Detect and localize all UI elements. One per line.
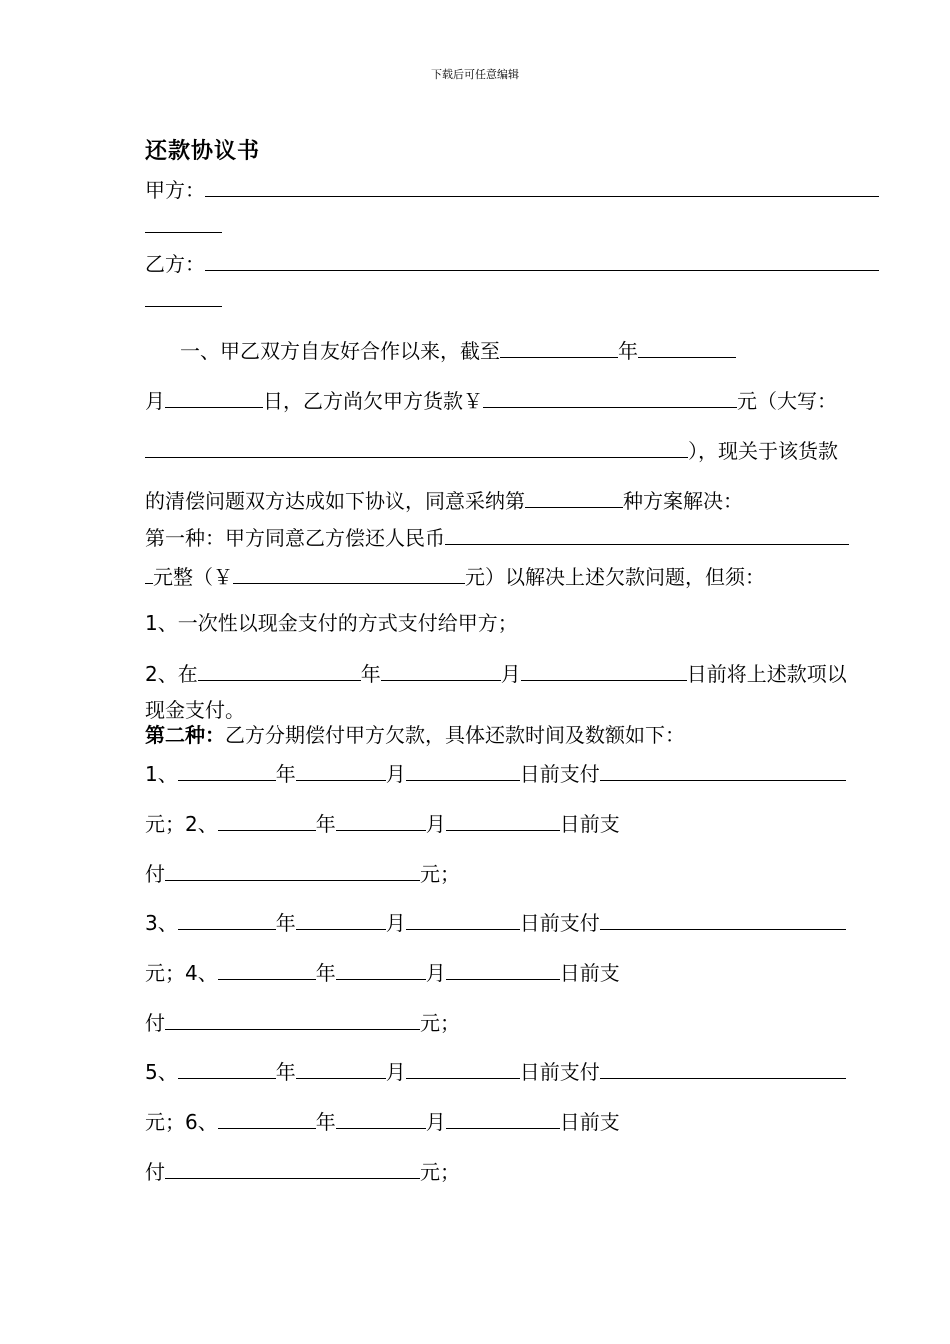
option1-amount-blank-cont[interactable] [145,562,153,584]
option1-item2-cont: 现金支付。 [145,698,245,722]
para1-text6: 种方案解决： [623,489,743,513]
pay-label: 付 [145,1011,165,1035]
installment-3 [145,908,846,936]
item2-month-label: 月 [500,662,521,686]
document-title: 还款协议书 [145,138,261,164]
para1-line2 [145,386,837,414]
party-a-line [145,175,879,203]
inst-year-blank[interactable] [218,958,316,980]
inst-day-blank[interactable] [406,1057,520,1079]
pay-label: 日前支 [559,1110,620,1134]
day-blank[interactable] [165,386,263,408]
inst-amount-blank[interactable] [600,908,846,930]
installment-4 [145,958,620,986]
option1-item1: 1、一次性以现金支付的方式支付给甲方； [145,611,518,635]
para1-text3: 元（大写： [737,389,837,413]
para1-text: 一、甲乙双方自友好合作以来，截至 [180,339,500,363]
yuan-label: 元； [145,812,185,836]
installment-5 [145,1057,846,1085]
yuan-label: 元； [145,961,185,985]
option2-label: 第二种： [145,723,225,747]
pay-label: 付 [145,1160,165,1184]
year-label: 年 [315,961,336,985]
installment-6 [145,1107,620,1135]
inst-year-blank[interactable] [178,908,276,930]
inst-year-blank[interactable] [178,759,276,781]
inst-month-blank[interactable] [336,958,426,980]
installment-number: 3、 [145,911,178,935]
para1-text5: 的清偿问题双方达成如下协议，同意采纳第 [145,489,525,513]
party-b-label: 乙方： [145,252,205,276]
inst-year-blank[interactable] [178,1057,276,1079]
option1-item2 [145,659,847,687]
inst-year-blank[interactable] [218,809,316,831]
installment-1 [145,759,846,787]
year-label: 年 [315,812,336,836]
inst-year-blank[interactable] [218,1107,316,1129]
pay-label: 付 [145,862,165,886]
month-label: 月 [385,911,406,935]
party-a-line-cont [145,211,222,239]
month-label: 月 [145,389,165,413]
inst-amount-blank[interactable] [165,1008,420,1030]
pay-label: 日前支 [559,961,620,985]
month-label: 月 [385,762,406,786]
yuan-label: 元； [420,1160,460,1184]
para1-line4 [145,486,743,514]
party-b-line [145,249,879,277]
item2-day-blank[interactable] [521,659,687,681]
installment-number: 4、 [185,961,218,985]
year-label: 年 [315,1110,336,1134]
installment-number: 2、 [185,812,218,836]
installment-2-cont [145,859,460,887]
party-a-label: 甲方： [145,178,205,202]
inst-amount-blank[interactable] [600,759,846,781]
option2-text: 乙方分期偿付甲方欠款，具体还款时间及数额如下： [225,723,685,747]
item2-year-label: 年 [360,662,381,686]
month-label: 月 [425,961,446,985]
month-label: 月 [385,1060,406,1084]
inst-month-blank[interactable] [296,759,386,781]
amount-words-blank[interactable] [145,436,688,458]
inst-day-blank[interactable] [446,1107,560,1129]
inst-amount-blank[interactable] [165,859,420,881]
party-a-blank-cont[interactable] [145,211,222,233]
amount-blank[interactable] [483,386,737,408]
party-b-line-cont [145,285,222,313]
inst-month-blank[interactable] [296,1057,386,1079]
installment-4-cont [145,1008,460,1036]
yuan-label: 元； [420,1011,460,1035]
option1-figure-blank[interactable] [233,562,465,584]
party-a-blank[interactable] [205,175,879,197]
item2-text: 2、在 [145,662,198,686]
month-label: 月 [425,1110,446,1134]
yuan-label: 元； [420,862,460,886]
inst-month-blank[interactable] [296,908,386,930]
installment-number: 5、 [145,1060,178,1084]
page-header: 下载后可任意编辑 [431,68,519,81]
pay-label: 日前支付 [519,1060,600,1084]
item2-text2: 日前将上述款项以 [686,662,847,686]
inst-amount-blank[interactable] [600,1057,846,1079]
inst-day-blank[interactable] [406,759,520,781]
year-blank[interactable] [500,336,618,358]
installment-6-cont [145,1157,460,1185]
para1-text2: 日，乙方尚欠甲方货款￥ [263,389,483,413]
year-label: 年 [275,1060,296,1084]
item2-year-blank[interactable] [198,659,361,681]
installment-number: 1、 [145,762,178,786]
para1-text4: ），现关于该货款 [688,439,838,463]
inst-day-blank[interactable] [446,809,560,831]
year-label: 年 [275,762,296,786]
option2-heading [145,722,685,748]
option1-text3: 元）以解决上述欠款问题，但须： [465,565,765,589]
option1-line1 [145,523,849,551]
pay-label: 日前支付 [519,762,600,786]
option1-text2: 元整（￥ [153,565,233,589]
yuan-label: 元； [145,1110,185,1134]
installment-2 [145,809,620,837]
month-label: 月 [425,812,446,836]
pay-label: 日前支付 [519,911,600,935]
para1-line3 [145,436,838,464]
party-b-blank[interactable] [205,249,879,271]
installment-number: 6、 [185,1110,218,1134]
option1-line2 [145,562,765,590]
option1-text: 第一种：甲方同意乙方偿还人民币 [145,526,445,550]
para1-line1 [180,336,736,364]
inst-month-blank[interactable] [336,1107,426,1129]
inst-day-blank[interactable] [406,908,520,930]
party-b-blank-cont[interactable] [145,285,222,307]
item2-month-blank[interactable] [381,659,501,681]
inst-month-blank[interactable] [336,809,426,831]
year-label: 年 [618,339,638,363]
inst-amount-blank[interactable] [165,1157,420,1179]
pay-label: 日前支 [559,812,620,836]
plan-number-blank[interactable] [525,486,623,508]
month-blank[interactable] [638,336,736,358]
year-label: 年 [275,911,296,935]
option1-amount-blank[interactable] [445,523,849,545]
inst-day-blank[interactable] [446,958,560,980]
